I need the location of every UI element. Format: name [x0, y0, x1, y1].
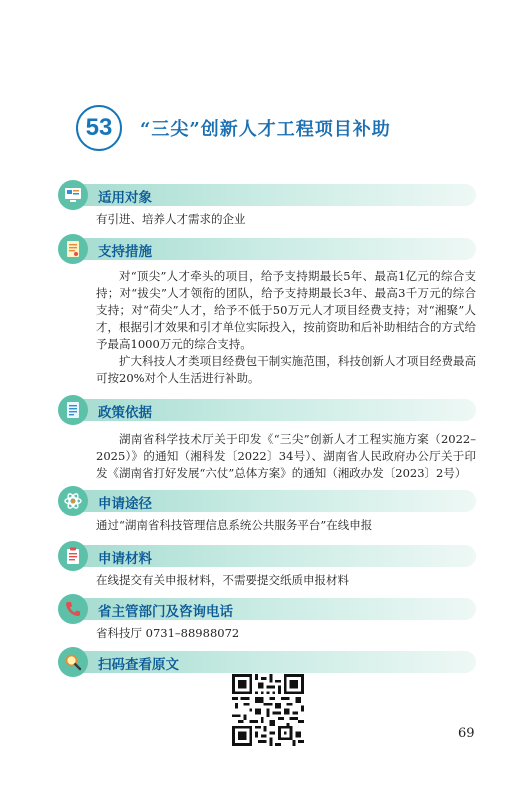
- section-label: 省主管部门及咨询电话: [98, 604, 233, 620]
- section-label: 扫码查看原文: [98, 657, 179, 673]
- section-header-materials: [58, 543, 476, 569]
- section-label: 支持措施: [98, 244, 152, 260]
- qr-code[interactable]: [232, 674, 304, 746]
- section-header-eligibility: [58, 182, 476, 208]
- section-label: 政策依据: [98, 405, 152, 421]
- section-header-policy: [58, 397, 476, 423]
- section-header-channel: [58, 488, 476, 514]
- section-body-contact: [96, 625, 476, 642]
- policy-document-icon: [58, 395, 88, 425]
- title-row: [76, 104, 391, 152]
- section-body-support: [96, 268, 476, 387]
- atom-icon: [58, 486, 88, 516]
- phone-icon: [58, 594, 88, 624]
- item-number-badge: 53: [76, 105, 122, 151]
- body-line: 在线提交有关申报材料，不需要提交纸质申报材料: [96, 573, 349, 587]
- section-label: 申请途径: [98, 496, 152, 512]
- document-icon: [58, 234, 88, 264]
- body-line: 省科技厅 0731–88988072: [96, 626, 240, 640]
- section-body-eligibility: [96, 211, 476, 228]
- section-body-channel: [96, 517, 476, 534]
- magnifier-icon: [58, 647, 88, 677]
- body-paragraph: 扩大科技人才类项目经费包干制实施范围，科技创新人才项目经费最高可按20%对个人生活进行补助。: [96, 354, 476, 385]
- section-body-policy: [96, 431, 476, 482]
- section-label: 适用对象: [98, 190, 152, 206]
- body-line: 有引进、培养人才需求的企业: [96, 212, 246, 226]
- section-label: 申请材料: [98, 551, 152, 567]
- section-header-scan: [58, 649, 476, 675]
- body-paragraph: 湖南省科学技术厅关于印发《“三尖”创新人才工程实施方案（2022–2025）》的通知（湘科发〔2022〕34号）、湖南省人民政府办公厅关于印发《湖南省打好发展“六仗”总体方案》的通知（湘政办发〔2023〕2号）: [96, 432, 476, 480]
- section-header-contact: [58, 596, 476, 622]
- page-number: 69: [458, 726, 475, 741]
- body-line: 通过“湖南省科技管理信息系统公共服务平台”在线申报: [96, 518, 373, 532]
- clipboard-icon: [58, 541, 88, 571]
- section-body-materials: [96, 572, 476, 589]
- page-title: “三尖”创新人才工程项目补助: [140, 119, 391, 140]
- screen-icon: [58, 180, 88, 210]
- body-paragraph: 对“顶尖”人才牵头的项目，给予支持期最长5年、最高1亿元的综合支持；对“拔尖”人才领衔的团队，给予支持期最长3年、最高3千万元的综合支持；对“荷尖”人才，给予不低于50万元人才项目经费支持；对“湘聚”人才，根据引才效果和引才单位实际投入，按前资助和后补助相结合的方式给予最高1000万元的综合支持。: [96, 269, 476, 351]
- section-header-support: [58, 236, 476, 262]
